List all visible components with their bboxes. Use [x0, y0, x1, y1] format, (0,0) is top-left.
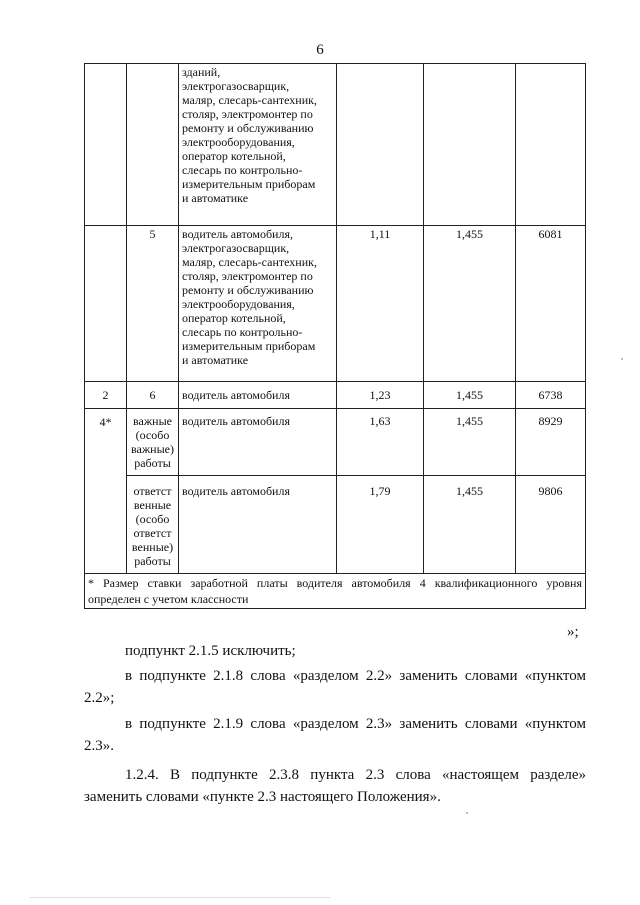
profession-line: маляр, слесарь-сантехник, [182, 93, 317, 107]
paragraph-3: в подпункте 2.1.9 слова «разделом 2.3» заменить словами «пунктом 2.3». [84, 716, 586, 754]
level-line: ответст [133, 484, 172, 498]
salary-cell: 6738 [516, 382, 586, 409]
profession-line: водитель автомобиля, [182, 227, 293, 241]
salary-cell: 9806 [516, 476, 586, 574]
profession-line: электрогазосварщик, [182, 241, 290, 255]
coefficient-cell: 1,23 [337, 382, 424, 409]
coefficient-cell: 1,79 [337, 476, 424, 574]
table-footnote: * Размер ставки заработной платы водителя автомобиля 4 квалификационного уровня определен с учетом классности [85, 574, 586, 609]
table-row [85, 64, 586, 226]
paragraph-2: в подпункте 2.1.8 слова «разделом 2.2» заменить словами «пунктом 2.2»; [84, 668, 586, 706]
coefficient-cell: 1,11 [337, 226, 424, 382]
profession-line: слесарь по контрольно- [182, 325, 303, 339]
salary-cell [516, 64, 586, 226]
coefficient-cell [337, 64, 424, 226]
profession-line: зданий, [182, 65, 221, 79]
paragraph-1: подпункт 2.1.5 исключить; [125, 643, 296, 659]
table-row [85, 476, 586, 574]
ratio-cell: 1,455 [424, 382, 516, 409]
profession-line: измерительным приборам [182, 339, 316, 353]
profession-line: электрооборудования, [182, 297, 295, 311]
footnote-row [85, 574, 586, 609]
professions-cell [179, 64, 337, 226]
level-line: (особо [135, 428, 170, 442]
scan-mark [30, 897, 330, 898]
level-line: ответст [133, 526, 172, 540]
level-cell [127, 409, 179, 476]
professions-cell: водитель автомобиля [179, 409, 337, 476]
level-cell: 5 [127, 226, 179, 382]
ratio-cell [424, 64, 516, 226]
page-number: 6 [316, 42, 324, 58]
professions-cell [179, 226, 337, 382]
professions-cell: водитель автомобиля [179, 382, 337, 409]
closing-quote: »; [567, 624, 579, 640]
salary-table [84, 63, 586, 609]
level-cell: 6 [127, 382, 179, 409]
level-line: венные [133, 498, 172, 512]
scan-mark [621, 358, 623, 360]
group-cell: 4* [85, 409, 127, 574]
profession-line: столяр, электромонтер по [182, 107, 313, 121]
scan-mark [466, 812, 468, 814]
profession-line: ремонту и обслуживанию [182, 121, 314, 135]
salary-cell: 6081 [516, 226, 586, 382]
level-line: венные) [131, 540, 174, 554]
profession-line: оператор котельной, [182, 149, 286, 163]
profession-line: ремонту и обслуживанию [182, 283, 314, 297]
professions-cell: водитель автомобиля [179, 476, 337, 574]
profession-line: слесарь по контрольно- [182, 163, 303, 177]
level-line: важные) [131, 442, 174, 456]
level-cell [127, 64, 179, 226]
paragraph-4: 1.2.4. В подпункте 2.3.8 пункта 2.3 слова «настоящем разделе» заменить словами «пункте 2.3 настоящего Положения». [84, 767, 586, 805]
profession-line: оператор котельной, [182, 311, 286, 325]
profession-line: маляр, слесарь-сантехник, [182, 255, 317, 269]
ratio-cell: 1,455 [424, 226, 516, 382]
profession-line: электрооборудования, [182, 135, 295, 149]
level-line: работы [134, 554, 171, 568]
level-line: (особо [135, 512, 170, 526]
profession-line: столяр, электромонтер по [182, 269, 313, 283]
group-cell [85, 226, 127, 382]
profession-line: измерительным приборам [182, 177, 316, 191]
profession-line: электрогазосварщик, [182, 79, 290, 93]
level-cell [127, 476, 179, 574]
group-cell: 2 [85, 382, 127, 409]
level-line: важные [133, 414, 172, 428]
table-row [85, 226, 586, 382]
level-line: работы [134, 456, 171, 470]
profession-line: и автоматике [182, 353, 249, 367]
salary-cell: 8929 [516, 409, 586, 476]
coefficient-cell: 1,63 [337, 409, 424, 476]
profession-line: и автоматике [182, 191, 249, 205]
ratio-cell: 1,455 [424, 476, 516, 574]
table-row [85, 382, 586, 409]
group-cell [85, 64, 127, 226]
table-row [85, 409, 586, 476]
ratio-cell: 1,455 [424, 409, 516, 476]
